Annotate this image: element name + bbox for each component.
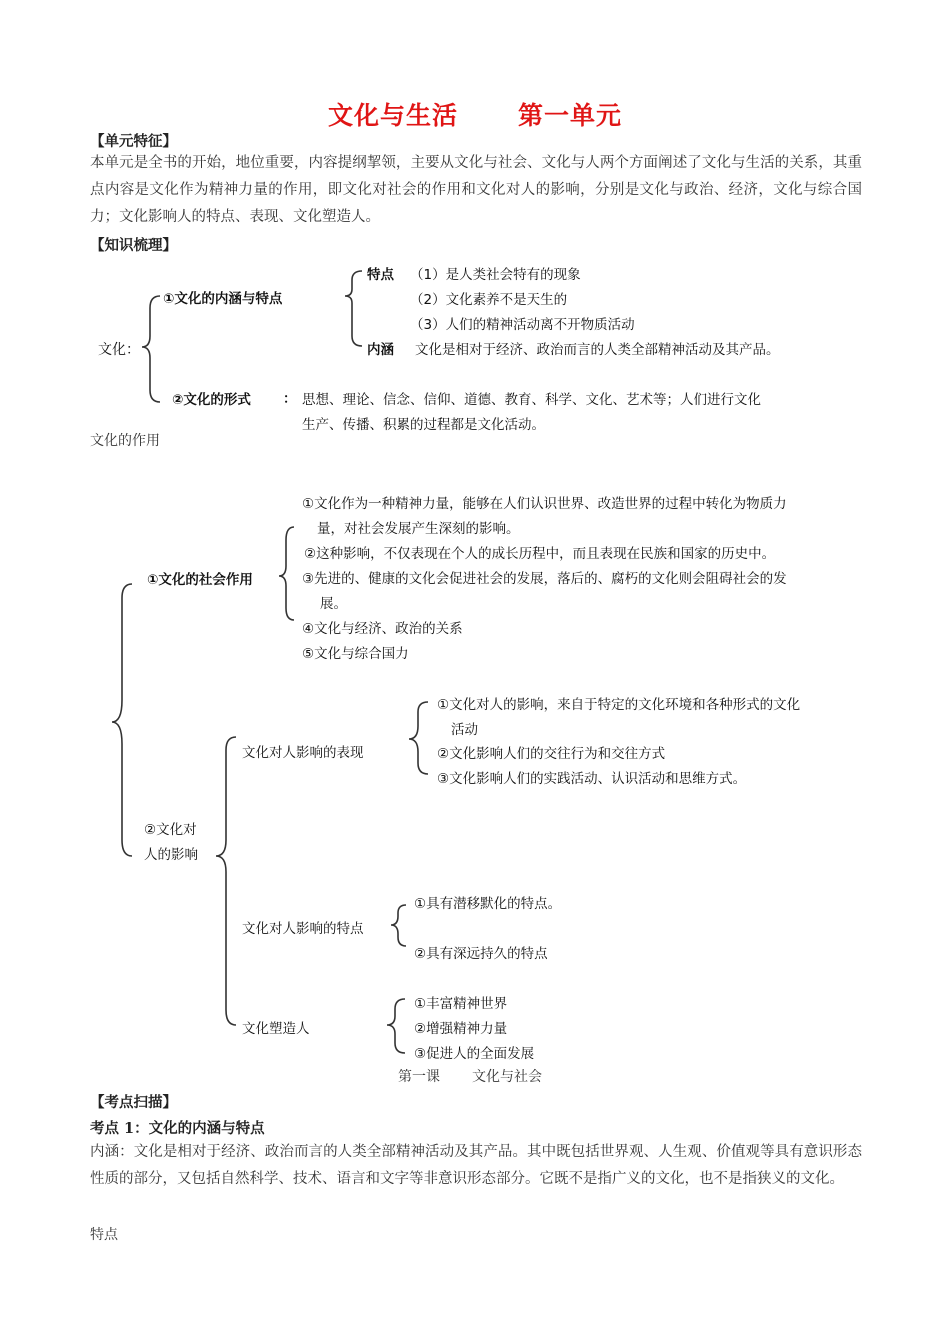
role-heading: 文化的作用 bbox=[90, 433, 160, 449]
features-label: 特点 bbox=[367, 267, 394, 283]
lesson-name: 文化与社会 bbox=[472, 1069, 542, 1085]
shaping-item-1: ①丰富精神世界 bbox=[414, 996, 508, 1012]
bracket-traits bbox=[391, 905, 406, 946]
knowledge-heading: 【知识梳理】 bbox=[90, 237, 177, 254]
shaping-item-2: ②增强精神力量 bbox=[414, 1021, 508, 1037]
knowledge-root: 文化： bbox=[98, 342, 140, 358]
shaping-item-3: ③促进人的全面发展 bbox=[414, 1046, 535, 1062]
lesson-number: 第一课 bbox=[398, 1069, 440, 1085]
traits-item-1: ①具有潜移默化的特点。 bbox=[414, 896, 562, 912]
bracket-features bbox=[345, 271, 362, 346]
bracket-social bbox=[279, 527, 294, 620]
title-right: 第一单元 bbox=[518, 101, 623, 130]
connotation-text: 文化是相对于经济、政治而言的人类全部精神活动及其产品。 bbox=[415, 342, 780, 358]
branch-forms: ②文化的形式 bbox=[172, 392, 251, 408]
expression-item-1a: ①文化对人的影响，来自于特定的文化环境和各种形式的文化 bbox=[437, 697, 801, 713]
title-left: 文化与生活 bbox=[327, 101, 458, 130]
forms-line-1: 思想、理论、信念、信仰、道德、教育、科学、文化、艺术等；人们进行文化 bbox=[302, 392, 761, 408]
feature-item-1: （1）是人类社会特有的现象 bbox=[410, 267, 581, 283]
social-role-label: ①文化的社会作用 bbox=[147, 572, 253, 588]
expression-label: 文化对人影响的表现 bbox=[242, 745, 364, 761]
social-item-1a: ①文化作为一种精神力量，能够在人们认识世界、改造世界的过程中转化为物质力 bbox=[302, 496, 787, 512]
exam-connotation-text: 内涵：文化是相对于经济、政治而言的人类全部精神活动及其产品。其中既包括世界观、人生观、价值观等具有意识形态性质的部分，又包括自然科学、技术、语言和文字等非意识形态部分。它既不是指广义的文化，也不是指狭义的文化。 bbox=[90, 1144, 862, 1187]
social-item-4: ④文化与经济、政治的关系 bbox=[302, 621, 463, 637]
bracket-shaping bbox=[387, 999, 405, 1053]
traits-item-2: ②具有深远持久的特点 bbox=[414, 946, 548, 962]
unit-features-heading: 【单元特征】 bbox=[90, 133, 177, 150]
expression-item-2: ②文化影响人们的交往行为和交往方式 bbox=[437, 746, 666, 762]
feature-item-3: （3）人们的精神活动离不开物质活动 bbox=[410, 317, 635, 333]
social-item-1b: 量，对社会发展产生深刻的影响。 bbox=[317, 521, 520, 537]
shaping-label: 文化塑造人 bbox=[242, 1021, 310, 1037]
social-item-3a: ③先进的、健康的文化会促进社会的发展，落后的、腐朽的文化则会阻碍社会的发 bbox=[302, 571, 787, 587]
feature-item-2: （2）文化素养不是天生的 bbox=[410, 292, 568, 308]
person-role-label-2: 人的影响 bbox=[144, 847, 198, 863]
bracket-expression bbox=[409, 702, 428, 774]
forms-colon: ： bbox=[283, 391, 297, 407]
exam-features-heading: 特点 bbox=[90, 1227, 118, 1243]
traits-label: 文化对人影响的特点 bbox=[242, 921, 364, 937]
exam-heading: 【考点扫描】 bbox=[90, 1094, 177, 1111]
social-item-5: ⑤文化与综合国力 bbox=[302, 646, 409, 662]
forms-line-2: 生产、传播、积累的过程都是文化活动。 bbox=[302, 417, 545, 433]
person-role-label-1: ②文化对 bbox=[144, 822, 197, 838]
unit-features-text: 本单元是全书的开始，地位重要，内容提纲挈领，主要从文化与社会、文化与人两个方面阐述了文化与生活的关系，其重点内容是文化作为精神力量的作用，即文化对社会的作用和文化对人的影响，分别是文化与政治、经济，文化与综合国力；文化影响人的特点、表现、文化塑造人。 bbox=[90, 155, 862, 225]
bracket-role bbox=[112, 584, 132, 856]
bracket-person bbox=[216, 737, 236, 1025]
bracket-culture bbox=[142, 296, 160, 402]
connotation-label: 内涵 bbox=[367, 342, 394, 358]
social-item-2: ②这种影响，不仅表现在个人的成长历程中，而且表现在民族和国家的历史中。 bbox=[304, 546, 776, 562]
expression-item-1b: 活动 bbox=[451, 722, 478, 738]
exam-point-1: 考点 1：文化的内涵与特点 bbox=[90, 1120, 265, 1137]
expression-item-3: ③文化影响人们的实践活动、认识活动和思维方式。 bbox=[437, 771, 747, 787]
social-item-3b: 展。 bbox=[320, 596, 347, 612]
branch-connotation-features: ①文化的内涵与特点 bbox=[163, 291, 283, 307]
